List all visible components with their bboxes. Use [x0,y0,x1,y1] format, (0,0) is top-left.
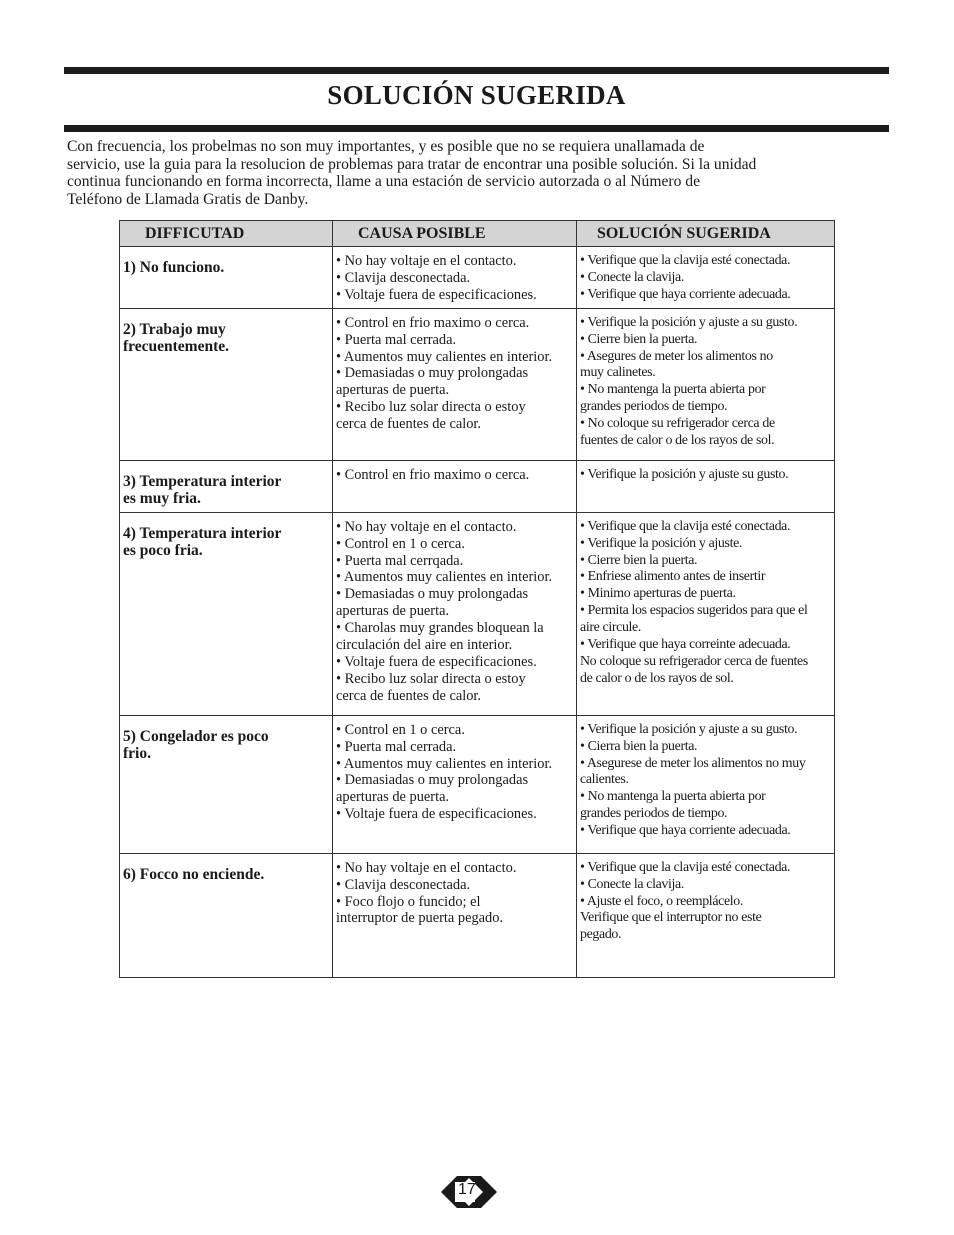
cause-line: • Voltaje fuera de especificaciones. [336,806,537,823]
table-row [120,853,835,977]
cause-line: • Charolas muy grandes bloquean la [336,620,544,637]
cause-line: • Control en 1 o cerca. [336,535,465,552]
cause-line: • Recibo luz solar directa o estoy [336,670,526,687]
solution-line: • Verifique que la clavija esté conectada. [580,859,791,875]
solution-line: • Cierre bien la puerta. [580,331,698,347]
table-row [120,460,835,512]
cause-line: • Recibo luz solar directa o estoy [336,399,526,416]
page-number: 17 [458,1181,476,1198]
difficulty-line: es muy fria. [123,490,201,508]
cause-line: • No hay voltaje en el contacto. [336,518,517,535]
solution-line: aire circule. [580,620,641,636]
intro-line: Teléfono de Llamada Gratis de Danby. [67,190,309,208]
solution-line: de calor o de los rayos de sol. [580,670,734,686]
cause-line: • No hay voltaje en el contacto. [336,253,517,269]
cause-line: aperturas de puerta. [336,603,450,620]
cause-cell [333,715,577,853]
cause-line: • Clavija desconectada. [336,269,471,286]
intro-paragraph [67,138,889,208]
difficulty-cell [120,460,333,512]
solution-line: • Asegurese de meter los alimentos no muy [580,755,806,771]
cause-line: • Demasiadas o muy prolongadas [336,586,529,603]
cause-line: • Aumentos muy calientes en interior. [336,755,553,772]
solution-cell [577,853,835,977]
difficulty-cell [120,308,333,460]
page-title: SOLUCIÓN SUGERIDA [327,80,626,110]
solution-line: fuentes de calor o de los rayos de sol. [580,433,775,449]
difficulty-cell [120,512,333,715]
difficulty-line: 6) Focco no enciende. [123,865,265,883]
difficulty-line: 2) Trabajo muy [123,320,226,338]
solution-line: • Conecte la clavija. [580,876,684,892]
cause-line: aperturas de puerta. [336,789,450,806]
solution-line: • Conecte la clavija. [580,269,684,285]
cause-line: interruptor de puerta pegado. [336,910,504,927]
cause-line: • No hay voltaje en el contacto. [336,859,517,876]
solution-line: • Verifique la posición y ajuste a su gusto. [580,721,798,737]
cause-line: aperturas de puerta. [336,382,450,399]
solution-line: grandes periodos de tiempo. [580,806,728,822]
cause-cell [333,308,577,460]
solution-line: • Permita los espacios sugeridos para que el [580,603,808,619]
solution-line: • Minimo aperturas de puerta. [580,586,736,602]
table-row [120,308,835,460]
cause-line: • Control en frio maximo o cerca. [336,466,530,483]
solution-line: calientes. [580,772,629,788]
cause-line: • Voltaje fuera de especificaciones. [336,286,537,303]
solution-line: No coloque su refrigerador cerca de fuentes [580,653,808,669]
difficulty-line: es poco fria. [123,542,203,560]
troubleshooting-table [119,220,835,978]
solution-line: • Verifique que la clavija esté conectada. [580,253,791,268]
difficulty-cell [120,715,333,853]
solution-line: grandes periodos de tiempo. [580,399,728,415]
cause-line: • Puerta mal cerrqada. [336,552,464,569]
solution-line: • Verifique la posición y ajuste. [580,535,743,551]
cause-line: • Control en 1 o cerca. [336,721,465,738]
intro-line: Con frecuencia, los probelmas no son muy importantes, y es posible que no se requiera unallamada de [67,138,705,155]
solution-line: • Verifique la posición y ajuste su gusto. [580,466,789,482]
cause-cell [333,853,577,977]
solution-cell [577,247,835,309]
difficulty-line: frio. [123,745,151,763]
solution-line: • Enfriese alimento antes de insertir [580,569,766,585]
cause-line: • Clavija desconectada. [336,876,471,893]
difficulty-line: 4) Temperatura interior [123,524,282,542]
difficulty-cell [120,247,333,309]
solution-line: • Verifique que haya corriente adecuada. [580,286,791,302]
solution-line: • Ajuste el foco, o reemplácelo. [580,893,743,909]
cause-line: • Foco flojo o funcido; el [336,893,481,910]
cause-line: circulación del aire en interior. [336,637,513,654]
cause-cell [333,512,577,715]
cause-line: cerca de fuentes de calor. [336,416,482,433]
header-solution: SOLUCIÓN SUGERIDA [577,221,835,247]
solution-cell [577,308,835,460]
intro-line: continua funcionando en forma incorrecta, llame a una estación de servicio autorzada o al Número de [67,173,701,190]
solution-cell [577,460,835,512]
header-difficulty: DIFFICUTAD [120,221,333,247]
cause-line: cerca de fuentes de calor. [336,687,482,704]
solution-line: • No mantenga la puerta abierta por [580,789,766,805]
cause-line: • Control en frio maximo o cerca. [336,314,530,331]
cause-line: • Puerta mal cerrada. [336,738,457,755]
solution-line: • No mantenga la puerta abierta por [580,382,766,398]
difficulty-line: 5) Congelador es poco [123,727,269,745]
table-header-row [120,221,835,247]
solution-cell [577,715,835,853]
solution-cell [577,512,835,715]
cause-line: • Puerta mal cerrada. [336,331,457,348]
table-row [120,512,835,715]
solution-line: • Verifique que haya corriente adecuada. [580,823,791,839]
solution-line: • Cierre bien la puerta. [580,552,698,568]
solution-line: pegado. [580,927,622,943]
solution-line: • Asegures de meter los alimentos no [580,348,773,364]
top-rule [64,67,889,74]
solution-line: • Verifique que haya correinte adecuada. [580,637,791,653]
solution-line: • Verifique la posición y ajuste a su gusto. [580,314,798,330]
difficulty-line: frecuentemente. [123,338,230,356]
solution-line: • No coloque su refrigerador cerca de [580,416,775,432]
table-row [120,715,835,853]
solution-line: muy calinetes. [580,365,656,381]
title-bottom-rule [64,125,889,132]
intro-line: servicio, use la guia para la resolucion de problemas para tratar de encontrar una posible solución. Si la unidad [67,155,757,173]
solution-line: Verifique que el interruptor no este [580,910,762,926]
cause-line: • Demasiadas o muy prolongadas [336,772,529,789]
table-row [120,247,835,309]
difficulty-line: 3) Temperatura interior [123,472,282,490]
solution-line: • Cierra bien la puerta. [580,738,698,754]
difficulty-line: 1) No funciono. [123,259,225,276]
cause-line: • Aumentos muy calientes en interior. [336,348,553,365]
cause-cell [333,460,577,512]
header-cause: CAUSA POSIBLE [333,221,577,247]
cause-line: • Demasiadas o muy prolongadas [336,365,529,382]
cause-cell [333,247,577,309]
page-number-badge [441,1170,497,1214]
cause-line: • Voltaje fuera de especificaciones. [336,653,537,670]
solution-line: • Verifique que la clavija esté conectada. [580,518,791,534]
difficulty-cell [120,853,333,977]
cause-line: • Aumentos muy calientes en interior. [336,569,553,586]
